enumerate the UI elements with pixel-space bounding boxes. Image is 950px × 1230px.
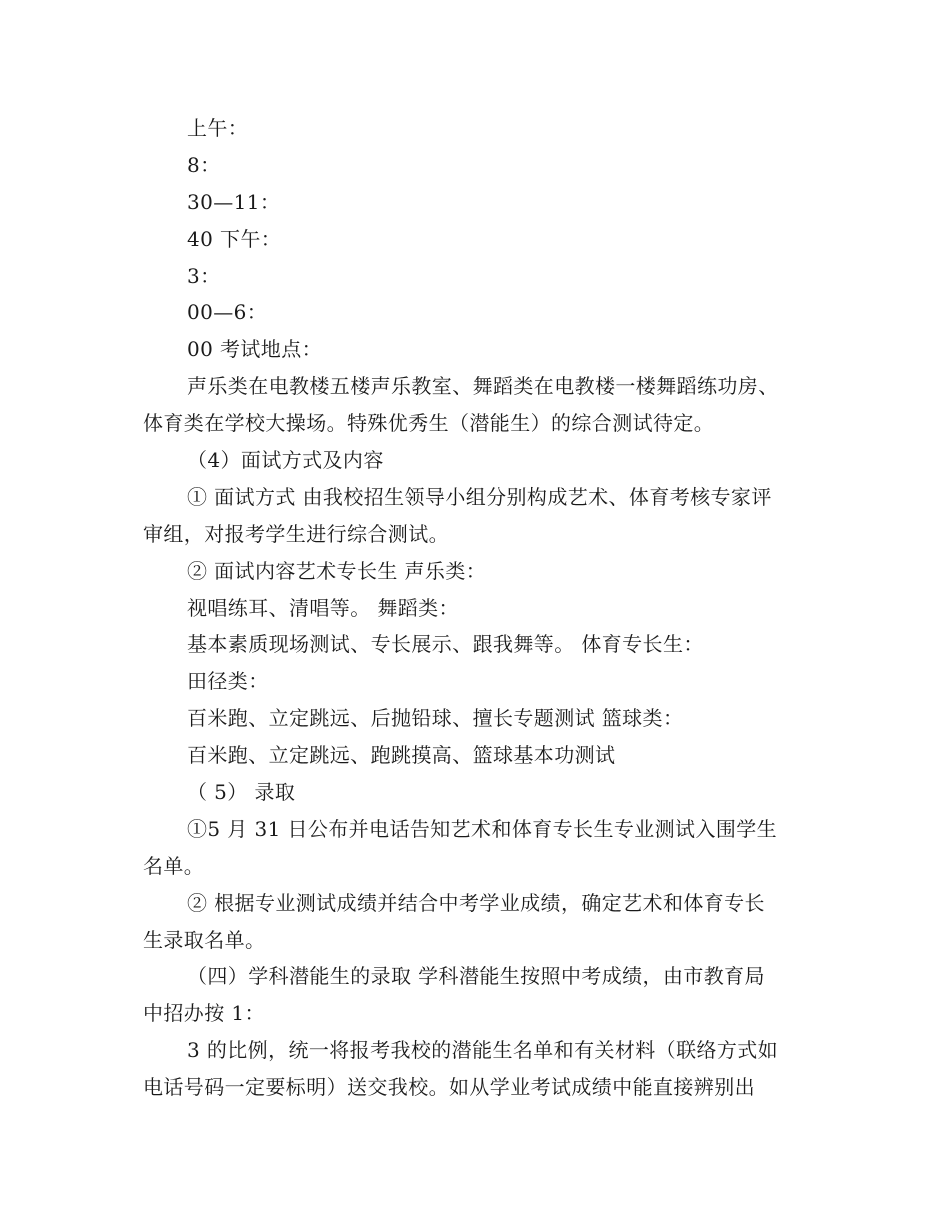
document-body (143, 110, 823, 1106)
text-line: 体育类在学校大操场。特殊优秀生（潜能生）的综合测试待定。 (143, 411, 715, 436)
text-line: 上午： (187, 116, 249, 140)
text-line: 40 下午： (187, 226, 282, 251)
text-line: 田径类： (187, 669, 269, 694)
section-heading: （4）面试方式及内容 (187, 448, 384, 473)
text-line: 百米跑、立定跳远、后抛铅球、擅长专题测试 篮球类： (187, 706, 684, 731)
section-heading: （ 5） 录取 (187, 780, 296, 805)
text-line: 中招办按 1： (143, 1001, 265, 1026)
section-heading: （四）学科潜能生的录取 学科潜能生按照中考成绩，由市教育局 (187, 964, 765, 989)
text-line: 电话号码一定要标明）送交我校。如从学业考试成绩中能直接辨别出 (143, 1075, 755, 1100)
text-line: ① 面试方式 由我校招生领导小组分别构成艺术、体育考核专家评 (187, 484, 772, 509)
text-line: 审组，对报考学生进行综合测试。 (143, 521, 449, 546)
text-line: 名单。 (143, 853, 205, 878)
text-line: 3： (187, 263, 221, 288)
text-line: 声乐类在电教楼五楼声乐教室、舞蹈类在电教楼一楼舞蹈练功房、 (187, 374, 779, 399)
text-line: ② 根据专业测试成绩并结合中考学业成绩，确定艺术和体育专长 (187, 890, 765, 915)
text-line: ①5 月 31 日公布并电话告知艺术和体育专长生专业测试入围学生 (187, 816, 778, 841)
text-line: 3 的比例，统一将报考我校的潜能生名单和有关材料（联络方式如 (187, 1038, 779, 1063)
text-line: 8： (187, 152, 221, 177)
text-line: 视唱练耳、清唱等。 舞蹈类： (187, 595, 459, 620)
text-line: 生录取名单。 (143, 927, 266, 952)
text-line: 00 考试地点： (187, 337, 323, 362)
text-line: ② 面试内容艺术专长生 声乐类： (187, 558, 487, 583)
text-line: 百米跑、立定跳远、跑跳摸高、篮球基本功测试 (187, 743, 616, 768)
text-line: 30—11： (187, 189, 281, 214)
text-line: 基本素质现场测试、专长展示、跟我舞等。 体育专长生： (187, 632, 704, 657)
text-line: 00—6： (187, 300, 268, 325)
